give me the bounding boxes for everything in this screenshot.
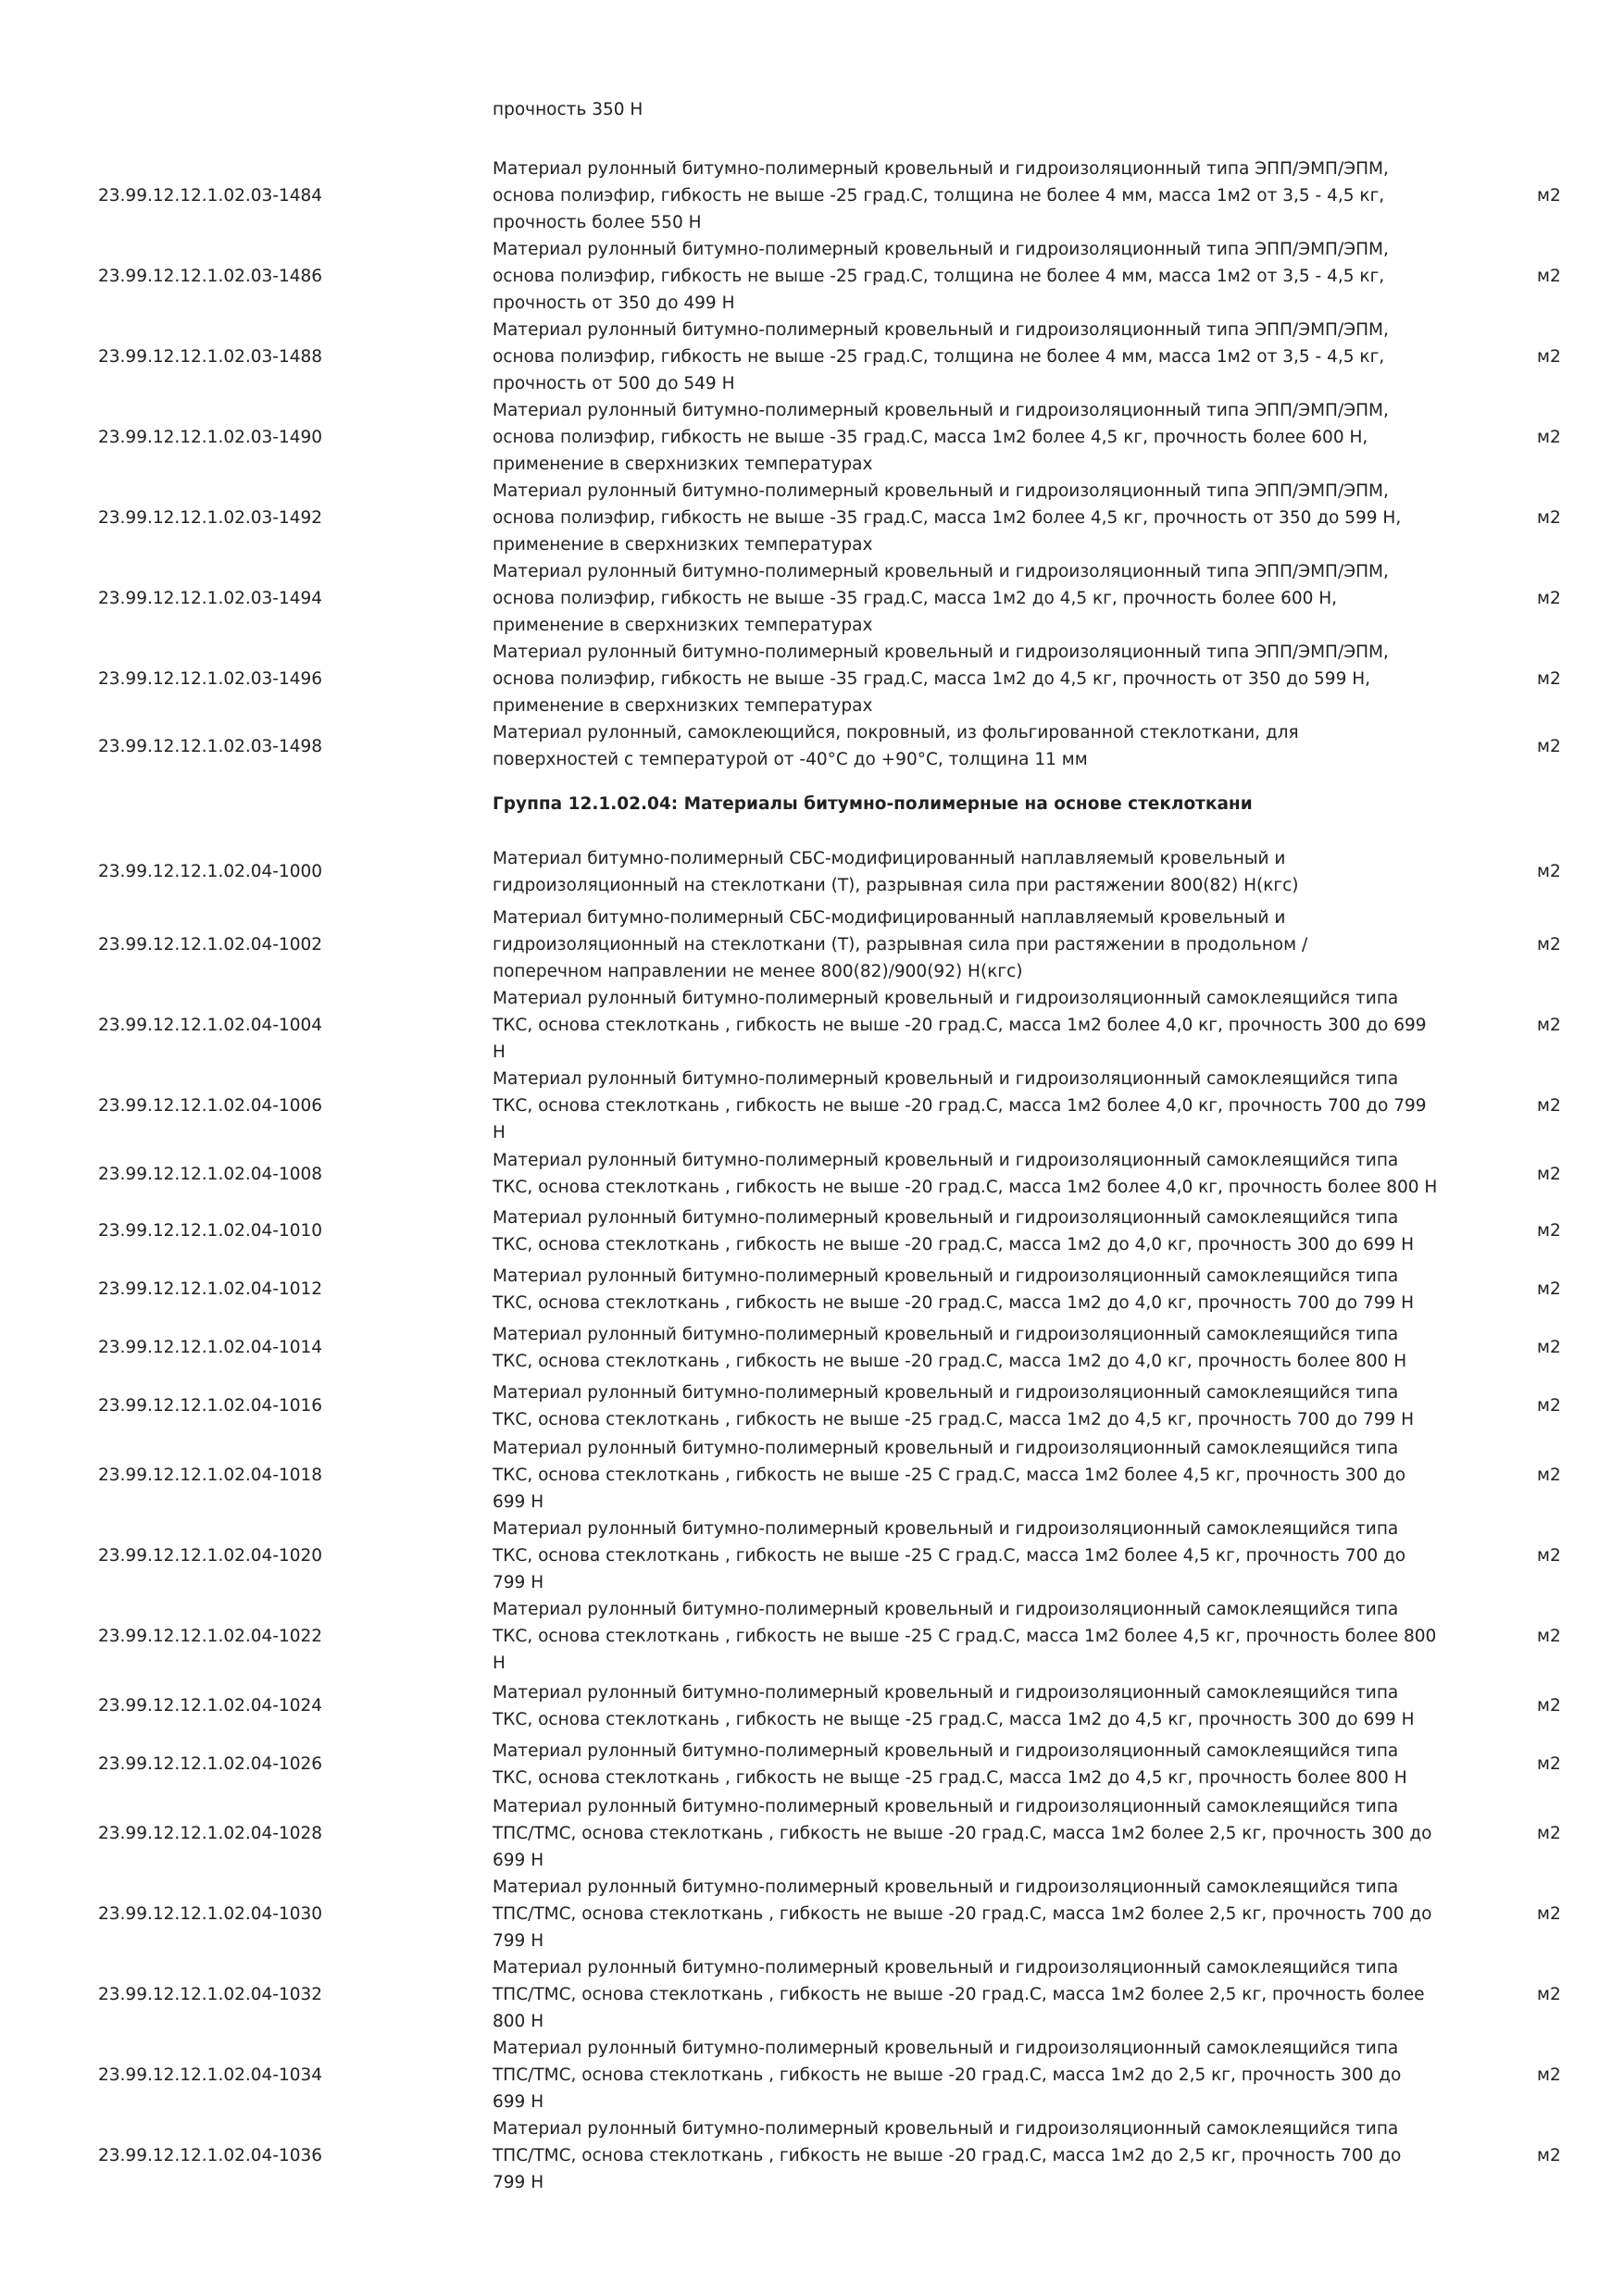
table-row bbox=[0, 1202, 1624, 1260]
item-code: 23.99.12.12.1.02.04-1020 bbox=[98, 1546, 323, 1566]
table-row bbox=[0, 839, 1624, 905]
description-line: гидроизоляционный на стеклоткани (Т), разрывная сила при растяжении в продольном / bbox=[493, 935, 1308, 955]
description-line: основа полиэфир, гибкость не выше -35 град.С, масса 1м2 до 4,5 кг, прочность более 600 Н, bbox=[493, 589, 1338, 608]
item-description bbox=[493, 1204, 1465, 1258]
description-line: Материал рулонный битумно-полимерный кровельный и гидроизоляционный самоклеящийся типа bbox=[493, 1741, 1399, 1761]
description-line: прочность от 350 до 499 Н bbox=[493, 293, 735, 313]
description-line: применение в сверхнизких температурах bbox=[493, 616, 873, 635]
item-description bbox=[493, 1321, 1465, 1375]
table-row bbox=[0, 156, 1624, 236]
item-code: 23.99.12.12.1.02.03-1484 bbox=[98, 186, 323, 206]
item-code: 23.99.12.12.1.02.04-1012 bbox=[98, 1279, 323, 1299]
table-row bbox=[0, 2115, 1624, 2196]
item-description bbox=[493, 317, 1465, 397]
item-code: 23.99.12.12.1.02.04-1006 bbox=[98, 1096, 323, 1116]
item-code: 23.99.12.12.1.02.04-1016 bbox=[98, 1396, 323, 1416]
item-description bbox=[493, 558, 1465, 639]
table-row bbox=[0, 397, 1624, 478]
description-line: ТКС, основа стеклоткань , гибкость не выше -20 град.С, масса 1м2 более 4,0 кг, прочность 300 до 699 bbox=[493, 1016, 1427, 1035]
item-unit: м2 bbox=[1537, 737, 1561, 756]
item-unit: м2 bbox=[1537, 1221, 1561, 1241]
description-line: ТКС, основа стеклоткань , гибкость не выще -25 град.С, масса 1м2 до 4,5 кг, прочность более 800 Н bbox=[493, 1768, 1407, 1788]
description-line: 699 Н bbox=[493, 1492, 544, 1512]
table-row bbox=[0, 1260, 1624, 1318]
item-code: 23.99.12.12.1.02.04-1004 bbox=[98, 1016, 323, 1035]
item-unit: м2 bbox=[1537, 1396, 1561, 1416]
description-line: Материал рулонный битумно-полимерный кровельный и гидроизоляционный самоклеящийся типа bbox=[493, 1683, 1399, 1703]
description-line: основа полиэфир, гибкость не выше -25 град.С, толщина не более 4 мм, масса 1м2 от 3,5 - 4,5 кг, bbox=[493, 267, 1385, 286]
table-row bbox=[0, 1516, 1624, 1596]
description-line: ТКС, основа стеклоткань , гибкость не выше -20 град.С, масса 1м2 более 4,0 кг, прочность 700 до 799 bbox=[493, 1096, 1427, 1116]
item-unit: м2 bbox=[1537, 1165, 1561, 1184]
description-line: основа полиэфир, гибкость не выше -35 град.С, масса 1м2 более 4,5 кг, прочность более 600 Н, bbox=[493, 428, 1368, 447]
description-line: 799 Н bbox=[493, 1573, 544, 1592]
description-line: 799 Н bbox=[493, 2173, 544, 2192]
description-line: Материал рулонный битумно-полимерный кровельный и гидроизоляционный самоклеящийся типа bbox=[493, 1151, 1399, 1170]
table-row bbox=[0, 1954, 1624, 2035]
description-line: ТПС/ТМС, основа стеклоткань , гибкость не выше -20 град.С, масса 1м2 более 2,5 кг, прочность более bbox=[493, 1985, 1425, 2004]
item-description bbox=[493, 639, 1465, 719]
item-code: 23.99.12.12.1.02.03-1490 bbox=[98, 428, 323, 447]
item-code: 23.99.12.12.1.02.04-1022 bbox=[98, 1627, 323, 1646]
item-unit: м2 bbox=[1537, 2146, 1561, 2165]
item-code: 23.99.12.12.1.02.04-1014 bbox=[98, 1338, 323, 1357]
table-row bbox=[0, 1874, 1624, 1954]
description-line: ТКС, основа стеклоткань , гибкость не выше -25 С град.С, масса 1м2 более 4,5 кг, прочность 700 до bbox=[493, 1546, 1406, 1566]
description-line: Материал битумно-полимерный СБС-модифицированный наплавляемый кровельный и bbox=[493, 849, 1286, 868]
group-heading: Группа 12.1.02.04: Материалы битумно-полимерные на основе стеклоткани bbox=[493, 794, 1253, 814]
description-line: Материал рулонный битумно-полимерный кровельный и гидроизоляционный самоклеящийся типа bbox=[493, 1958, 1399, 1978]
item-description bbox=[493, 1516, 1465, 1596]
description-line: ТПС/ТМС, основа стеклоткань , гибкость не выше -20 град.С, масса 1м2 до 2,5 кг, прочность 300 до bbox=[493, 2065, 1402, 2085]
item-description bbox=[493, 1379, 1465, 1433]
description-line: Материал рулонный битумно-полимерный кровельный и гидроизоляционный самоклеящийся типа bbox=[493, 1325, 1399, 1344]
item-description bbox=[493, 1435, 1465, 1516]
item-unit: м2 bbox=[1537, 267, 1561, 286]
description-line: Материал рулонный битумно-полимерный кровельный и гидроизоляционный самоклеящийся типа bbox=[493, 2039, 1399, 2058]
description-line: Н bbox=[493, 1123, 506, 1142]
description-line: Материал рулонный битумно-полимерный кровельный и гидроизоляционный самоклеящийся типа bbox=[493, 1267, 1399, 1286]
description-line: Материал рулонный битумно-полимерный кровельный и гидроизоляционный самоклеящийся типа bbox=[493, 1797, 1399, 1816]
table-row bbox=[0, 236, 1624, 317]
item-unit: м2 bbox=[1537, 862, 1561, 881]
item-code: 23.99.12.12.1.02.04-1002 bbox=[98, 935, 323, 955]
description-line: Материал рулонный битумно-полимерный кровельный и гидроизоляционный самоклеящийся типа bbox=[493, 1208, 1399, 1228]
description-line: ТКС, основа стеклоткань , гибкость не выше -25 град.С, масса 1м2 до 4,5 кг, прочность 700 до 799 Н bbox=[493, 1410, 1415, 1429]
item-unit: м2 bbox=[1537, 1466, 1561, 1485]
description-line: ТКС, основа стеклоткань , гибкость не выше -20 град.С, масса 1м2 до 4,0 кг, прочность 300 до 699 Н bbox=[493, 1235, 1415, 1254]
description-line: поверхностей с температурой от -40°С до +90°С, толщина 11 мм bbox=[493, 750, 1088, 769]
description-line: Материал битумно-полимерный СБС-модифицированный наплавляемый кровельный и bbox=[493, 908, 1286, 928]
table-row bbox=[0, 1435, 1624, 1516]
description-line: ТПС/ТМС, основа стеклоткань , гибкость не выше -20 град.С, масса 1м2 до 2,5 кг, прочность 700 до bbox=[493, 2146, 1402, 2165]
description-line: Материал рулонный битумно-полимерный кровельный и гидроизоляционный типа ЭПП/ЭМП/ЭПМ, bbox=[493, 562, 1389, 581]
description-line: ТПС/ТМС, основа стеклоткань , гибкость не выше -20 град.С, масса 1м2 более 2,5 кг, прочность 300 до bbox=[493, 1824, 1432, 1843]
description-line: ТКС, основа стеклоткань , гибкость не выще -25 град.С, масса 1м2 до 4,5 кг, прочность 300 до 699 Н bbox=[493, 1710, 1415, 1729]
item-unit: м2 bbox=[1537, 1985, 1561, 2004]
description-line: Н bbox=[493, 1042, 506, 1062]
item-description bbox=[493, 1954, 1465, 2035]
item-code: 23.99.12.12.1.02.04-1034 bbox=[98, 2065, 323, 2085]
table-row bbox=[0, 1377, 1624, 1435]
item-description bbox=[493, 156, 1465, 236]
description-line: Материал рулонный битумно-полимерный кровельный и гидроизоляционный самоклеящийся типа bbox=[493, 2119, 1399, 2139]
description-line: Н bbox=[493, 1653, 506, 1673]
item-description bbox=[493, 905, 1465, 985]
description-line: Материал рулонный битумно-полимерный кровельный и гидроизоляционный типа ЭПП/ЭМП/ЭПМ, bbox=[493, 401, 1389, 420]
description-line: ТКС, основа стеклоткань , гибкость не выше -20 град.С, масса 1м2 до 4,0 кг, прочность 700 до 799 Н bbox=[493, 1293, 1415, 1313]
item-code: 23.99.12.12.1.02.04-1024 bbox=[98, 1696, 323, 1716]
table-row bbox=[0, 1677, 1624, 1735]
description-line: ТКС, основа стеклоткань , гибкость не выше -20 град.С, масса 1м2 более 4,0 кг, прочность более 800 Н bbox=[493, 1178, 1438, 1197]
description-line: Материал рулонный битумно-полимерный кровельный и гидроизоляционный типа ЭПП/ЭМП/ЭПМ, bbox=[493, 643, 1389, 662]
description-line: Материал рулонный битумно-полимерный кровельный и гидроизоляционный самоклеящийся типа bbox=[493, 1383, 1399, 1403]
item-unit: м2 bbox=[1537, 1824, 1561, 1843]
item-description bbox=[493, 1147, 1465, 1201]
item-description bbox=[493, 845, 1465, 899]
table-row bbox=[0, 317, 1624, 397]
description-line: 800 Н bbox=[493, 2012, 544, 2031]
item-code: 23.99.12.12.1.02.03-1492 bbox=[98, 508, 323, 528]
description-line: поперечном направлении не менее 800(82)/900(92) Н(кгс) bbox=[493, 962, 1023, 981]
item-description bbox=[493, 1874, 1465, 1954]
continuation-text: прочность 350 Н bbox=[493, 100, 643, 119]
table-row bbox=[0, 1793, 1624, 1874]
description-line: Материал рулонный битумно-полимерный кровельный и гидроизоляционный типа ЭПП/ЭМП/ЭПМ, bbox=[493, 320, 1389, 340]
item-unit: м2 bbox=[1537, 935, 1561, 955]
description-line: Материал рулонный битумно-полимерный кровельный и гидроизоляционный самоклеящийся типа bbox=[493, 1878, 1399, 1897]
description-line: Материал рулонный битумно-полимерный кровельный и гидроизоляционный типа ЭПП/ЭМП/ЭПМ, bbox=[493, 159, 1389, 179]
description-line: Материал рулонный битумно-полимерный кровельный и гидроизоляционный типа ЭПП/ЭМП/ЭПМ, bbox=[493, 481, 1389, 501]
item-description bbox=[493, 719, 1465, 773]
item-code: 23.99.12.12.1.02.03-1488 bbox=[98, 347, 323, 367]
item-code: 23.99.12.12.1.02.04-1010 bbox=[98, 1221, 323, 1241]
item-description bbox=[493, 2035, 1465, 2115]
item-description bbox=[493, 1596, 1465, 1677]
table-row bbox=[0, 478, 1624, 558]
item-code: 23.99.12.12.1.02.03-1498 bbox=[98, 737, 323, 756]
item-unit: м2 bbox=[1537, 1754, 1561, 1774]
table-row bbox=[0, 719, 1624, 773]
item-unit: м2 bbox=[1537, 347, 1561, 367]
description-line: основа полиэфир, гибкость не выше -25 град.С, толщина не более 4 мм, масса 1м2 от 3,5 - 4,5 кг, bbox=[493, 186, 1385, 206]
item-description bbox=[493, 1679, 1465, 1733]
item-description bbox=[493, 2115, 1465, 2196]
item-code: 23.99.12.12.1.02.03-1494 bbox=[98, 589, 323, 608]
table-row bbox=[0, 1735, 1624, 1793]
description-line: Материал рулонный битумно-полимерный кровельный и гидроизоляционный самоклеящийся типа bbox=[493, 1439, 1399, 1458]
description-line: Материал рулонный битумно-полимерный кровельный и гидроизоляционный самоклеящийся типа bbox=[493, 1519, 1399, 1539]
item-description bbox=[493, 1263, 1465, 1316]
item-description bbox=[493, 1066, 1465, 1146]
item-unit: м2 bbox=[1537, 589, 1561, 608]
item-unit: м2 bbox=[1537, 186, 1561, 206]
description-line: 799 Н bbox=[493, 1931, 544, 1951]
description-line: Материал рулонный битумно-полимерный кровельный и гидроизоляционный самоклеящийся типа bbox=[493, 1600, 1399, 1619]
item-description bbox=[493, 985, 1465, 1066]
description-line: 699 Н bbox=[493, 2092, 544, 2112]
item-unit: м2 bbox=[1537, 1696, 1561, 1716]
description-line: прочность от 500 до 549 Н bbox=[493, 374, 735, 393]
description-line: 699 Н bbox=[493, 1851, 544, 1870]
description-line: основа полиэфир, гибкость не выше -25 град.С, толщина не более 4 мм, масса 1м2 от 3,5 - 4,5 кг, bbox=[493, 347, 1385, 367]
item-unit: м2 bbox=[1537, 1096, 1561, 1116]
item-unit: м2 bbox=[1537, 428, 1561, 447]
description-line: применение в сверхнизких температурах bbox=[493, 535, 873, 555]
description-line: ТКС, основа стеклоткань , гибкость не выше -20 град.С, масса 1м2 до 4,0 кг, прочность более 800 Н bbox=[493, 1352, 1407, 1371]
item-description bbox=[493, 1793, 1465, 1874]
table-row bbox=[0, 1146, 1624, 1202]
description-line: Материал рулонный битумно-полимерный кровельный и гидроизоляционный типа ЭПП/ЭМП/ЭПМ, bbox=[493, 240, 1389, 259]
item-unit: м2 bbox=[1537, 669, 1561, 689]
table-row bbox=[0, 1066, 1624, 1146]
item-code: 23.99.12.12.1.02.03-1486 bbox=[98, 267, 323, 286]
item-unit: м2 bbox=[1537, 1546, 1561, 1566]
item-code: 23.99.12.12.1.02.03-1496 bbox=[98, 669, 323, 689]
description-line: ТКС, основа стеклоткань , гибкость не выше -25 С град.С, масса 1м2 более 4,5 кг, прочность 300 до bbox=[493, 1466, 1406, 1485]
description-line: Материал рулонный битумно-полимерный кровельный и гидроизоляционный самоклеящийся типа bbox=[493, 989, 1399, 1008]
item-code: 23.99.12.12.1.02.04-1030 bbox=[98, 1904, 323, 1924]
description-line: ТКС, основа стеклоткань , гибкость не выше -25 С град.С, масса 1м2 более 4,5 кг, прочность более 800 bbox=[493, 1627, 1437, 1646]
description-line: основа полиэфир, гибкость не выше -35 град.С, масса 1м2 до 4,5 кг, прочность от 350 до 599 Н, bbox=[493, 669, 1371, 689]
item-unit: м2 bbox=[1537, 1016, 1561, 1035]
description-line: Материал рулонный, самоклеющийся, покровный, из фольгированной стеклоткани, для bbox=[493, 723, 1299, 742]
item-code: 23.99.12.12.1.02.04-1018 bbox=[98, 1466, 323, 1485]
description-line: основа полиэфир, гибкость не выше -35 град.С, масса 1м2 более 4,5 кг, прочность от 350 до 599 Н, bbox=[493, 508, 1402, 528]
item-description bbox=[493, 1738, 1465, 1791]
item-unit: м2 bbox=[1537, 2065, 1561, 2085]
description-line: прочность более 550 Н bbox=[493, 213, 702, 232]
item-unit: м2 bbox=[1537, 1338, 1561, 1357]
description-line: применение в сверхнизких температурах bbox=[493, 455, 873, 474]
table-row bbox=[0, 639, 1624, 719]
table-row bbox=[0, 905, 1624, 985]
description-line: ТПС/ТМС, основа стеклоткань , гибкость не выше -20 град.С, масса 1м2 более 2,5 кг, прочность 700 до bbox=[493, 1904, 1432, 1924]
description-line: гидроизоляционный на стеклоткани (Т), разрывная сила при растяжении 800(82) Н(кгс) bbox=[493, 876, 1299, 895]
item-description bbox=[493, 397, 1465, 478]
item-unit: м2 bbox=[1537, 1627, 1561, 1646]
item-code: 23.99.12.12.1.02.04-1032 bbox=[98, 1985, 323, 2004]
item-code: 23.99.12.12.1.02.04-1036 bbox=[98, 2146, 323, 2165]
table-row bbox=[0, 985, 1624, 1066]
item-code: 23.99.12.12.1.02.04-1000 bbox=[98, 862, 323, 881]
table-row bbox=[0, 1318, 1624, 1377]
item-description bbox=[493, 236, 1465, 317]
description-line: Материал рулонный битумно-полимерный кровельный и гидроизоляционный самоклеящийся типа bbox=[493, 1069, 1399, 1089]
item-unit: м2 bbox=[1537, 1904, 1561, 1924]
table-row bbox=[0, 2035, 1624, 2115]
item-unit: м2 bbox=[1537, 508, 1561, 528]
item-description bbox=[493, 478, 1465, 558]
item-code: 23.99.12.12.1.02.04-1026 bbox=[98, 1754, 323, 1774]
item-code: 23.99.12.12.1.02.04-1008 bbox=[98, 1165, 323, 1184]
item-unit: м2 bbox=[1537, 1279, 1561, 1299]
item-code: 23.99.12.12.1.02.04-1028 bbox=[98, 1824, 323, 1843]
table-row bbox=[0, 1596, 1624, 1677]
description-line: применение в сверхнизких температурах bbox=[493, 696, 873, 716]
table-row bbox=[0, 558, 1624, 639]
